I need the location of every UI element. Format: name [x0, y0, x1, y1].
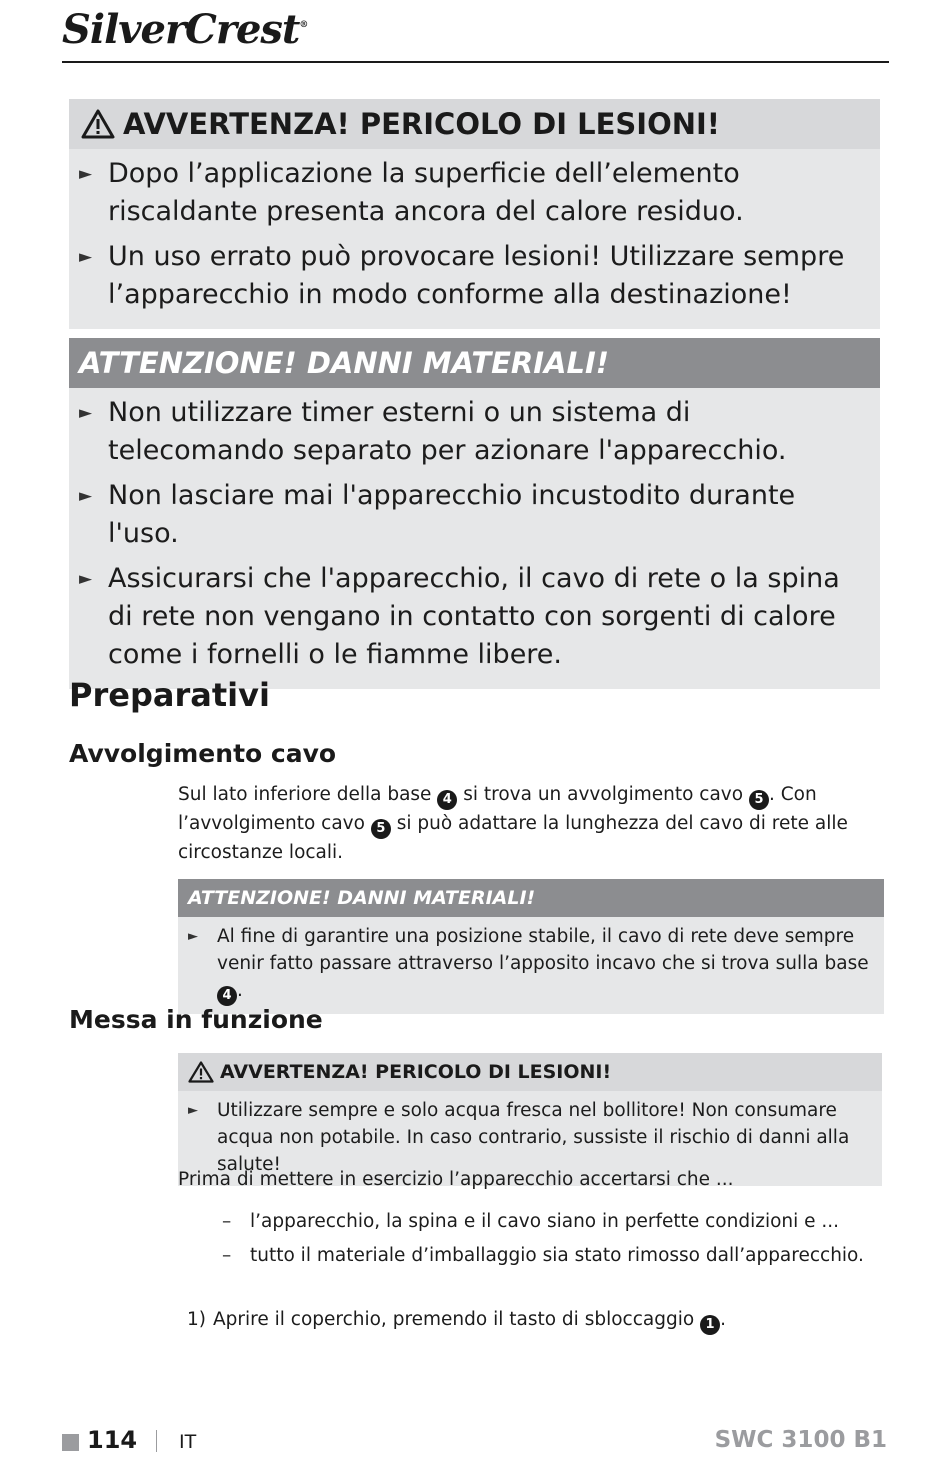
warning-box-injury [69, 99, 880, 329]
ref-number-1-icon: 1 [700, 1315, 720, 1335]
list-item: ► Assicurarsi che l'apparecchio, il cavo di rete o la spina di rete non vengano in contatto con sorgenti di calore come i fornelli o le fiamme libere. [69, 560, 860, 674]
list-item: – tutto il materiale d’imballaggio sia stato rimosso dall’apparecchio. [222, 1245, 864, 1266]
page-number: 114 [87, 1426, 138, 1454]
list-item: ► Utilizzare sempre e solo acqua fresca nel bollitore! Non consumare acqua non potabile. In caso contrario, sussiste il rischio di danni alla salute! [178, 1097, 868, 1178]
arrow-bullet-icon: ► [188, 929, 198, 944]
caution-box-material [69, 338, 880, 689]
arrow-bullet-icon: ► [79, 403, 93, 423]
list-item: ► Al fine di garantire una posizione stabile, il cavo di rete deve sempre venir fatto passare attraverso l’apposito incavo che si trova sulla base 4 . [178, 923, 870, 1006]
checklist [222, 1205, 872, 1273]
warning-box-title: AVVERTENZA! PERICOLO DI LESIONI! [178, 1053, 882, 1091]
list-item: ► Dopo l’applicazione la superficie dell’elemento riscaldante presenta ancora del calore residuo. [69, 155, 860, 231]
arrow-bullet-icon: ► [79, 247, 93, 267]
header-divider [62, 61, 889, 63]
warning-triangle-icon [188, 1061, 214, 1083]
caution-box-title: ATTENZIONE! DANNI MATERIALI! [178, 879, 884, 917]
footer-square-icon [62, 1434, 79, 1451]
warning-triangle-icon [81, 109, 115, 139]
caution-box-cable [178, 879, 884, 1014]
language-code: IT [179, 1431, 197, 1453]
caution-box-title: ATTENZIONE! DANNI MATERIALI! [69, 338, 880, 388]
section-title: Preparativi [69, 676, 270, 714]
arrow-bullet-icon: ► [79, 569, 93, 589]
list-item: ► Non lasciare mai l'apparecchio incustodito durante l'uso. [69, 477, 860, 553]
subsection-title-cable: Avvolgimento cavo [69, 739, 337, 768]
brand-logo: SilverCrest® [62, 6, 308, 53]
ref-number-5-icon: 5 [371, 819, 391, 839]
arrow-bullet-icon: ► [188, 1103, 198, 1118]
list-item: ► Non utilizzare timer esterni o un sistema di telecomando separato per azionare l'apparecchio. [69, 394, 860, 470]
cable-paragraph: Sul lato inferiore della base 4 si trova un avvolgimento cavo 5 . Con l’avvolgimento cavo 5 si può adattare la lunghezza del cavo di rete alle circostanze locali. [178, 784, 848, 863]
ref-number-4-icon: 4 [437, 790, 457, 810]
step-1: 1) Aprire il coperchio, premendo il tasto di sbloccaggio 1 . [187, 1306, 726, 1335]
ref-number-5-icon: 5 [749, 790, 769, 810]
footer-separator [156, 1430, 157, 1452]
warning-box-title: AVVERTENZA! PERICOLO DI LESIONI! [69, 99, 880, 149]
arrow-bullet-icon: ► [79, 164, 93, 184]
list-item: – l’apparecchio, la spina e il cavo siano in perfette condizioni e ... [222, 1211, 840, 1232]
list-item: ► Un uso errato può provocare lesioni! Utilizzare sempre l’apparecchio in modo conforme alla destinazione! [69, 238, 860, 314]
startup-intro: Prima di mettere in esercizio l’apparecchio accertarsi che ... [178, 1169, 734, 1190]
model-number: SWC 3100 B1 [714, 1427, 887, 1453]
subsection-title-startup: Messa in funzione [69, 1005, 323, 1034]
ref-number-4-icon: 4 [217, 986, 237, 1006]
arrow-bullet-icon: ► [79, 486, 93, 506]
